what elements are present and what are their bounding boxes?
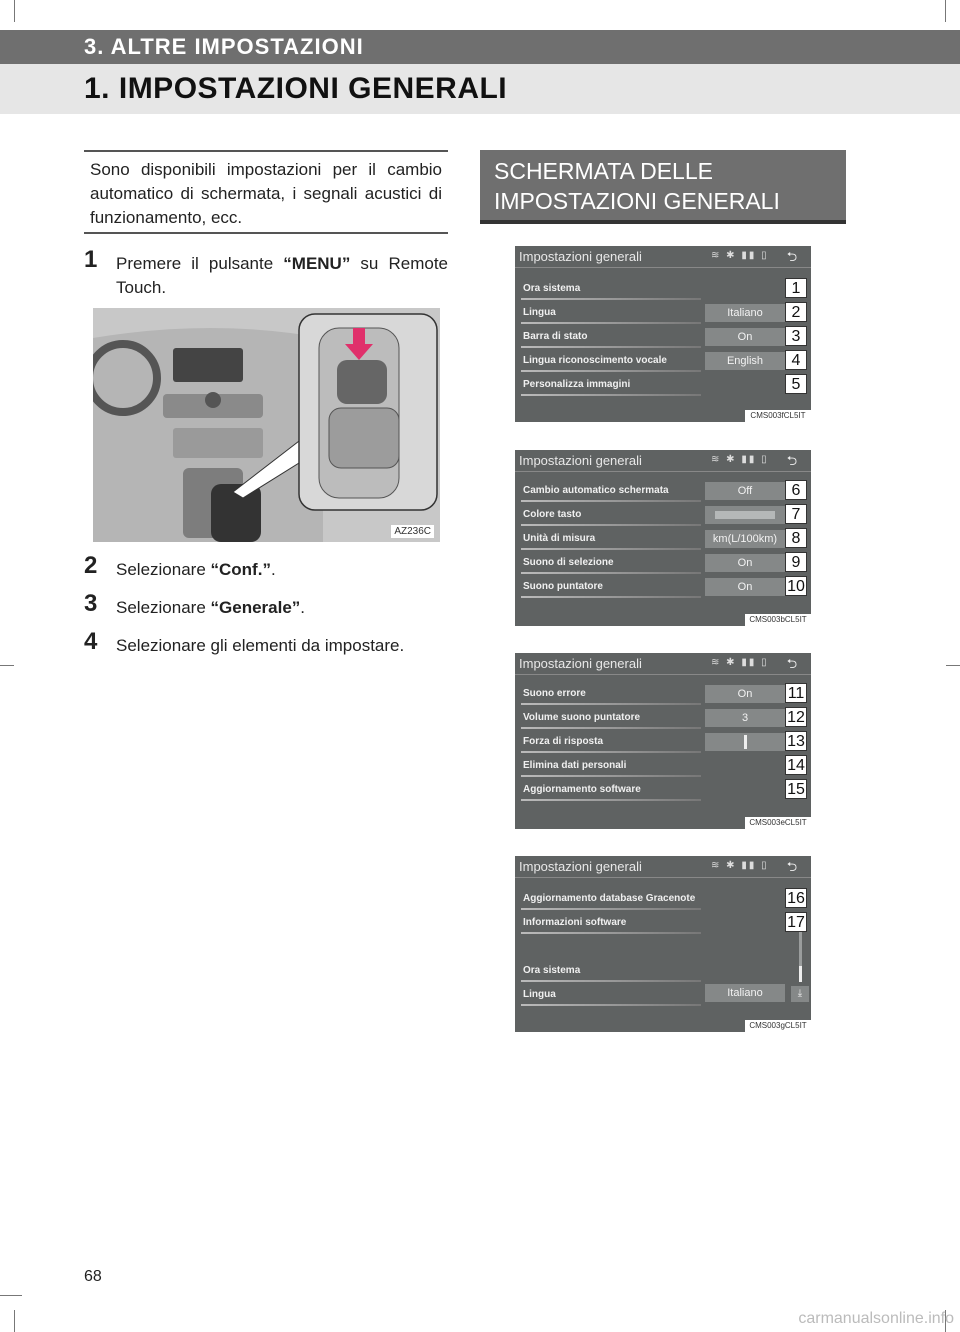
crop-mark (0, 665, 14, 666)
page-number: 68 (84, 1268, 102, 1285)
setting-row[interactable]: Lingua (521, 304, 701, 324)
color-swatch[interactable] (705, 506, 785, 524)
step-number: 1 (84, 246, 98, 273)
dashboard-illustration (93, 308, 440, 542)
setting-row[interactable]: Volume suono puntatore (521, 709, 701, 729)
setting-row[interactable]: Informazioni software (521, 914, 701, 934)
settings-screen-2 (515, 450, 811, 626)
step-text: Selezionare “Generale”. (116, 598, 306, 617)
back-icon[interactable]: ⮌ (786, 656, 798, 671)
setting-value[interactable]: On (705, 685, 785, 703)
scrollbar-thumb[interactable] (799, 966, 802, 982)
setting-row[interactable]: Colore tasto (521, 506, 701, 526)
section-header (0, 30, 960, 64)
screen-title: Impostazioni generali (519, 249, 642, 264)
setting-row[interactable]: Cambio automatico schermata (521, 482, 701, 502)
screen-title: Impostazioni generali (519, 453, 642, 468)
callout-number: 7 (785, 504, 807, 524)
dashboard-drawing (93, 308, 440, 542)
watermark: carmanualsonline.info (798, 1310, 954, 1327)
setting-row[interactable]: Suono errore (521, 685, 701, 705)
setting-value[interactable]: km(L/100km) (705, 530, 785, 548)
setting-row[interactable]: Unità di misura (521, 530, 701, 550)
crop-mark (14, 0, 15, 22)
page-title-bar (0, 64, 960, 114)
callout-number: 17 (785, 912, 807, 932)
setting-value[interactable]: On (705, 554, 785, 572)
callout-number: 9 (785, 552, 807, 572)
settings-screen-3 (515, 653, 811, 829)
setting-value[interactable]: English (705, 352, 785, 370)
callout-number: 8 (785, 528, 807, 548)
callout-number: 2 (785, 302, 807, 322)
callout-number: 1 (785, 278, 807, 298)
setting-value[interactable]: Italiano (705, 984, 785, 1002)
divider (515, 471, 811, 472)
settings-screen-1 (515, 246, 811, 422)
crop-mark (14, 1310, 15, 1332)
callout-number: 13 (785, 731, 807, 751)
crop-mark (945, 0, 946, 22)
callout-number: 5 (785, 374, 807, 394)
divider (515, 674, 811, 675)
setting-row[interactable]: Aggiornamento database Gracenote (521, 890, 701, 910)
setting-row[interactable]: Personalizza immagini (521, 376, 701, 396)
status-icons: ≋ ✱ ▮▮ ▯ (711, 250, 769, 261)
setting-value[interactable]: Off (705, 482, 785, 500)
step-number: 3 (84, 590, 98, 617)
setting-value[interactable]: 3 (705, 709, 785, 727)
scrollbar[interactable] (799, 932, 802, 982)
step-text: Selezionare “Conf.”. (116, 560, 276, 579)
setting-value[interactable]: On (705, 328, 785, 346)
setting-value[interactable]: Italiano (705, 304, 785, 322)
callout-number: 6 (785, 480, 807, 500)
callout-number: 11 (785, 683, 807, 703)
setting-row[interactable]: Lingua (521, 986, 701, 1006)
illustration-caption: AZ236C (391, 525, 434, 538)
scroll-down-icon[interactable]: ⤓ (791, 986, 809, 1002)
section-title: 3. ALTRE IMPOSTAZIONI (84, 34, 364, 59)
step-number: 4 (84, 628, 98, 655)
status-icons: ≋ ✱ ▮▮ ▯ (711, 657, 769, 668)
page-title: 1. IMPOSTAZIONI GENERALI (84, 72, 508, 105)
image-code: CMS003eCL5IT (745, 817, 811, 829)
divider (515, 267, 811, 268)
setting-row[interactable]: Lingua riconoscimento vocale (521, 352, 701, 372)
callout-number: 16 (785, 888, 807, 908)
setting-row[interactable]: Ora sistema (521, 962, 701, 982)
screen-title: Impostazioni generali (519, 656, 642, 671)
setting-row[interactable]: Barra di stato (521, 328, 701, 348)
response-slider[interactable] (705, 733, 785, 751)
back-icon[interactable]: ⮌ (786, 859, 798, 874)
callout-number: 4 (785, 350, 807, 370)
crop-mark (0, 1295, 22, 1296)
callout-number: 12 (785, 707, 807, 727)
status-icons: ≋ ✱ ▮▮ ▯ (711, 860, 769, 871)
settings-screen-4 (515, 856, 811, 1032)
setting-row[interactable]: Aggiornamento software (521, 781, 701, 801)
setting-value[interactable]: On (705, 578, 785, 596)
callout-number: 15 (785, 779, 807, 799)
status-icons: ≋ ✱ ▮▮ ▯ (711, 454, 769, 465)
step-text: Premere il pulsante “MENU” su Remote Touch. (116, 254, 448, 297)
callout-number: 3 (785, 326, 807, 346)
setting-row[interactable]: Forza di risposta (521, 733, 701, 753)
step-text: Selezionare gli elementi da impostare. (116, 636, 405, 655)
setting-row[interactable]: Suono puntatore (521, 578, 701, 598)
back-icon[interactable]: ⮌ (786, 453, 798, 468)
callout-number: 10 (785, 576, 807, 596)
image-code: CMS003bCL5IT (745, 614, 811, 626)
image-code: CMS003fCL5IT (745, 410, 811, 422)
back-icon[interactable]: ⮌ (786, 249, 798, 264)
image-code: CMS003gCL5IT (745, 1020, 811, 1032)
side-heading: SCHERMATA DELLE IMPOSTAZIONI GENERALI (480, 150, 846, 224)
setting-row[interactable]: Elimina dati personali (521, 757, 701, 777)
divider (515, 877, 811, 878)
setting-row[interactable]: Suono di selezione (521, 554, 701, 574)
screen-title: Impostazioni generali (519, 859, 642, 874)
crop-mark (946, 665, 960, 666)
setting-row[interactable]: Ora sistema (521, 280, 701, 300)
step-number: 2 (84, 552, 98, 579)
intro-box: Sono disponibili impostazioni per il cambio automatico di schermata, i segnali acustici di funzionamento, ecc. (84, 150, 448, 234)
callout-number: 14 (785, 755, 807, 775)
